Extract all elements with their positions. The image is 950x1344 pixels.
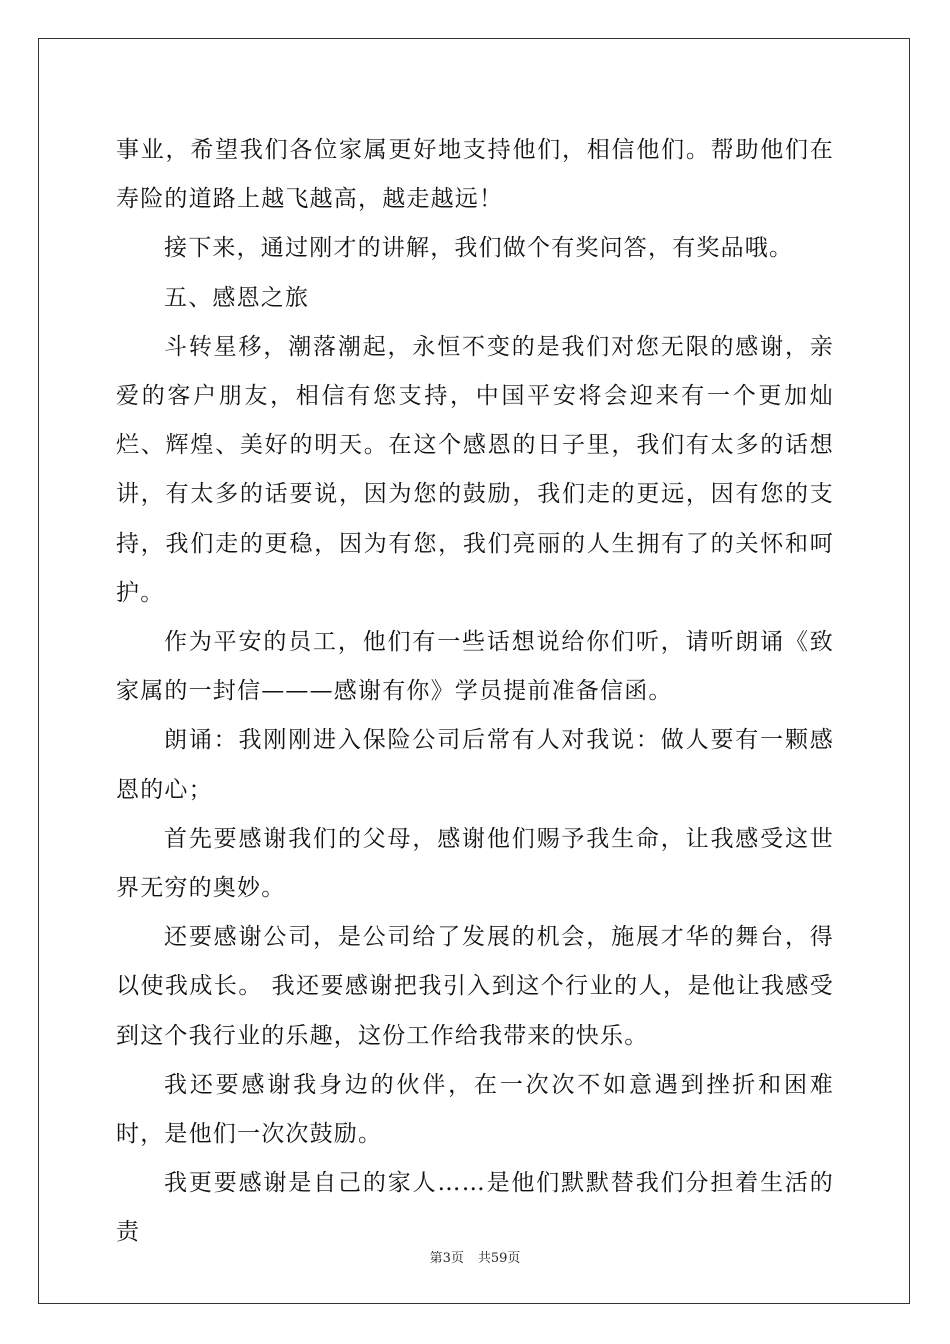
paragraph: 首先要感谢我们的父母，感谢他们赐予我生命，让我感受这世界无穷的奥妙。	[116, 825, 834, 902]
paragraph: 作为平安的员工，他们有一些话想说给你们听，请听朗诵《致家属的一封信———感谢有你》学员提前准备信函。	[116, 629, 834, 705]
paragraph: 朗诵：我刚刚进入保险公司后常有人对我说：做人要有一颗感恩的心；	[116, 727, 834, 803]
paragraph: 还要感谢公司，是公司给了发展的机会，施展才华的舞台，得以使我成长。 我还要感谢把我引入到这个行业的人，是他让我感受到这个我行业的乐趣，这份工作给我带来的快乐。	[116, 924, 834, 1049]
document-body	[116, 126, 834, 1258]
paragraph: 接下来，通过刚才的讲解，我们做个有奖问答，有奖品哦。	[164, 235, 794, 262]
paragraph: 事业，希望我们各位家属更好地支持他们，相信他们。帮助他们在寿险的道路上越飞越高，越走越远！	[116, 137, 834, 213]
page-footer	[0, 1247, 950, 1266]
paragraph: 我还要感谢我身边的伙伴，在一次次不如意遇到挫折和困难时，是他们一次次鼓励。	[116, 1071, 834, 1148]
page-number: 第3页	[429, 1251, 464, 1266]
section-heading: 五、感恩之旅	[164, 284, 310, 311]
paragraph: 斗转星移，潮落潮起，永恒不变的是我们对您无限的感谢，亲爱的客户朋友，相信有您支持，中国平安将会迎来有一个更加灿烂、辉煌、美好的明天。在这个感恩的日子里，我们有太多的话想讲，有太多的话要说，因为您的鼓励，我们走的更远，因有您的支持，我们走的更稳，因为有您，我们亮丽的人生拥有了的关怀和呵护。	[116, 333, 834, 606]
page-total: 共59页	[477, 1251, 521, 1266]
paragraph: 我更要感谢是自己的家人……是他们默默替我们分担着生活的责	[116, 1170, 834, 1246]
